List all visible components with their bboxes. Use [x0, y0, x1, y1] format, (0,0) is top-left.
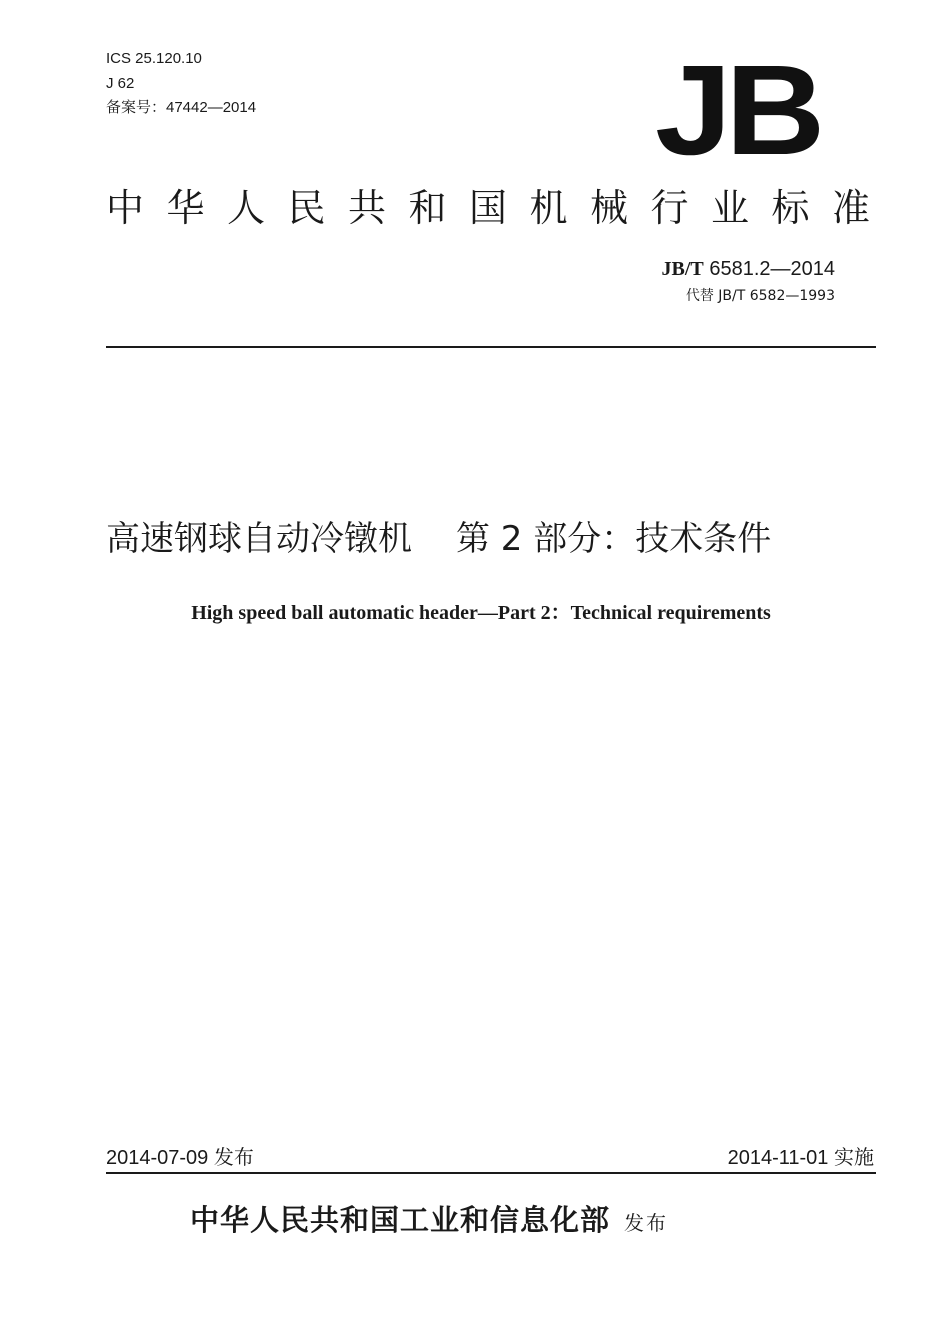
header-divider: [106, 346, 876, 348]
jb-logo: JB: [655, 39, 819, 182]
issue-date-label: 发布: [213, 1145, 254, 1169]
footer-divider: [106, 1172, 876, 1174]
cn-title-main: 高速钢球自动冷镦机: [106, 519, 412, 559]
implementation-date: [728, 1145, 874, 1170]
ccs-code: J 62: [106, 75, 135, 92]
ics-code: ICS 25.120.10: [106, 50, 202, 67]
cn-title-part: 第 2 部分：技术条件: [456, 519, 772, 559]
issue-date: [106, 1145, 254, 1170]
standard-number: [662, 257, 835, 281]
filing-number: 备案号：47442—2014: [106, 99, 257, 116]
issue-date-value: 2014-07-09: [106, 1147, 209, 1169]
cn-title: [106, 517, 876, 561]
issuer-suffix: 发布: [624, 1211, 669, 1235]
replaces-standard: 代替 JB/T 6582—1993: [685, 288, 835, 304]
implementation-date-value: 2014-11-01: [727, 1147, 829, 1169]
issuer: [190, 1200, 668, 1243]
standard-prefix: JB/T: [661, 258, 704, 280]
implementation-date-label: 实施: [834, 1145, 874, 1169]
issuer-name: 中华人民共和国工业和信息化部: [190, 1203, 611, 1237]
standard-number-value: 6581.2—2014: [709, 258, 835, 280]
org-title: 中华人民共和国机械行业标准: [106, 186, 893, 230]
en-title: High speed ball automatic header—Part 2：Technical requirements: [191, 602, 771, 624]
